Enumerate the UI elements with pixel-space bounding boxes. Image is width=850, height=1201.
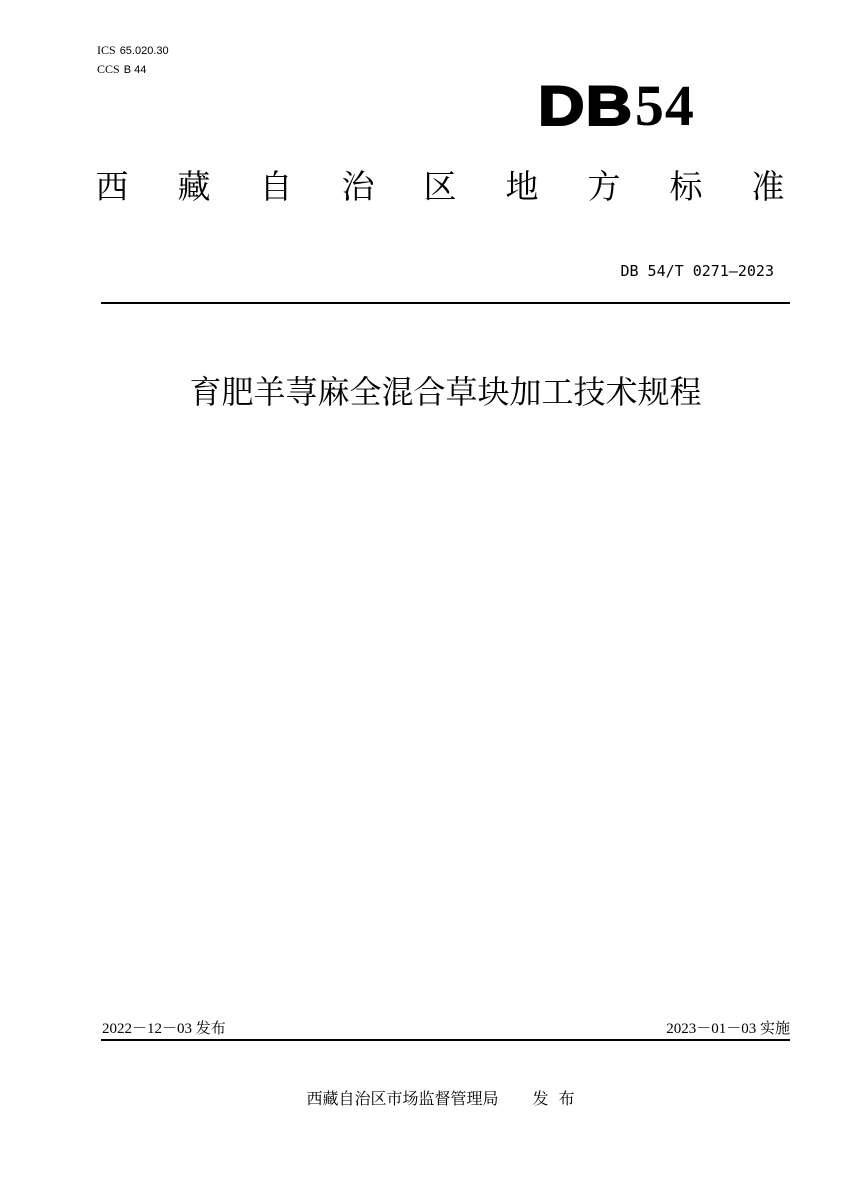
implementation-label: 实施 <box>759 1019 790 1037</box>
standard-type-char: 地 <box>505 167 539 206</box>
ics-code: 65.020.30 <box>119 45 169 57</box>
standard-type-char: 区 <box>423 167 457 206</box>
logo-number: 54 <box>634 73 695 138</box>
ccs-code: B 44 <box>123 64 147 76</box>
ccs-line <box>97 60 169 79</box>
standard-type-char: 西 <box>95 167 129 206</box>
classification-block <box>97 41 169 79</box>
standard-type-char: 准 <box>751 167 785 206</box>
issue-date-line <box>102 1018 226 1039</box>
standard-type-char: 方 <box>587 167 621 206</box>
bottom-divider <box>101 1039 790 1041</box>
ics-label: ICS <box>97 43 116 57</box>
publisher-name: 西藏自治区市场监督管理局 <box>306 1089 499 1108</box>
issue-label: 发布 <box>195 1019 226 1037</box>
standard-type-char: 治 <box>341 167 375 206</box>
ics-line <box>97 41 169 60</box>
standard-type-heading <box>95 165 785 209</box>
document-title: 育肥羊荨麻全混合草块加工技术规程 <box>189 373 702 411</box>
db54-logo <box>538 73 724 138</box>
publisher-line <box>101 1088 790 1110</box>
standard-number: DB 54/T 0271—2023 <box>620 262 774 280</box>
implementation-date-line <box>560 1018 790 1039</box>
implementation-date: 2023－01－03 <box>666 1021 757 1037</box>
issue-date: 2022－12－03 <box>102 1021 193 1037</box>
top-divider <box>101 302 790 304</box>
standard-type-char: 藏 <box>177 167 211 206</box>
standard-type-char: 标 <box>669 167 703 206</box>
publisher-action: 发布 <box>532 1089 585 1108</box>
standard-type-char: 自 <box>259 167 293 206</box>
logo-letters: DB <box>538 74 634 137</box>
ccs-label: CCS <box>97 62 120 76</box>
